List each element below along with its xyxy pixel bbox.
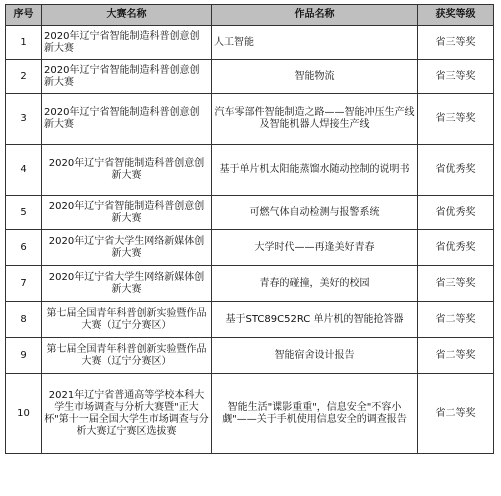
- table-row: [6, 338, 494, 374]
- cell-competition: 2020年辽宁省大学生网络新媒体创新大赛: [42, 266, 212, 302]
- cell-no: 8: [6, 302, 42, 338]
- header-award: 获奖等级: [418, 5, 494, 26]
- cell-award: 省二等奖: [418, 302, 494, 338]
- header-work: 作品名称: [212, 5, 418, 26]
- table-row: [6, 374, 494, 454]
- cell-award: 省优秀奖: [418, 230, 494, 266]
- cell-award: 省三等奖: [418, 94, 494, 145]
- cell-no: 2: [6, 60, 42, 94]
- cell-competition: 2020年辽宁省智能制造科普创意创新大赛: [42, 196, 212, 230]
- award-table: [5, 4, 494, 454]
- table-row: [6, 94, 494, 145]
- cell-competition: 2020年辽宁省智能制造科普创意创新大赛: [42, 94, 212, 145]
- cell-competition: 2021年辽宁省普通高等学校本科大学生市场调查与分析大赛暨"正大杯"第十一届全国大学生市场调查与分析大赛辽宁赛区选拔赛: [42, 374, 212, 454]
- cell-competition: 2020年辽宁省智能制造科普创意创新大赛: [42, 26, 212, 60]
- table-row: [6, 196, 494, 230]
- cell-no: 4: [6, 145, 42, 196]
- cell-no: 9: [6, 338, 42, 374]
- cell-no: 10: [6, 374, 42, 454]
- cell-competition: 2020年辽宁省智能制造科普创意创新大赛: [42, 60, 212, 94]
- cell-award: 省二等奖: [418, 338, 494, 374]
- cell-competition: 2020年辽宁省智能制造科普创意创新大赛: [42, 145, 212, 196]
- table-row: [6, 266, 494, 302]
- cell-work: 汽车零部件智能制造之路——智能冲压生产线及智能机器人焊接生产线: [212, 94, 418, 145]
- cell-no: 5: [6, 196, 42, 230]
- cell-award: 省优秀奖: [418, 145, 494, 196]
- cell-award: 省三等奖: [418, 60, 494, 94]
- cell-work: 人工智能: [212, 26, 418, 60]
- cell-work: 智能物流: [212, 60, 418, 94]
- cell-work: 大学时代——再逢美好青春: [212, 230, 418, 266]
- cell-no: 6: [6, 230, 42, 266]
- cell-competition: 2020年辽宁省大学生网络新媒体创新大赛: [42, 230, 212, 266]
- cell-work: 基于STC89C52RC 单片机的智能抢答器: [212, 302, 418, 338]
- cell-no: 7: [6, 266, 42, 302]
- cell-work: 基于单片机太阳能蒸馏水随动控制的说明书: [212, 145, 418, 196]
- cell-work: 可燃气体自动检测与报警系统: [212, 196, 418, 230]
- award-table-container: [5, 4, 494, 454]
- cell-award: 省优秀奖: [418, 196, 494, 230]
- table-row: [6, 60, 494, 94]
- cell-work: 智能生活"谍影重重"，信息安全"不容小觑"——关于手机使用信息安全的调查报告: [212, 374, 418, 454]
- cell-no: 1: [6, 26, 42, 60]
- cell-no: 3: [6, 94, 42, 145]
- table-row: [6, 145, 494, 196]
- cell-work: 智能宿舍设计报告: [212, 338, 418, 374]
- cell-competition: 第七届全国青年科普创新实验暨作品大赛（辽宁分赛区）: [42, 338, 212, 374]
- header-row: [6, 5, 494, 26]
- header-competition: 大赛名称: [42, 5, 212, 26]
- table-row: [6, 230, 494, 266]
- header-no: 序号: [6, 5, 42, 26]
- cell-award: 省三等奖: [418, 266, 494, 302]
- cell-work: 青春的碰撞，美好的校园: [212, 266, 418, 302]
- table-row: [6, 26, 494, 60]
- table-row: [6, 302, 494, 338]
- cell-competition: 第七届全国青年科普创新实验暨作品大赛（辽宁分赛区）: [42, 302, 212, 338]
- cell-award: 省二等奖: [418, 374, 494, 454]
- cell-award: 省三等奖: [418, 26, 494, 60]
